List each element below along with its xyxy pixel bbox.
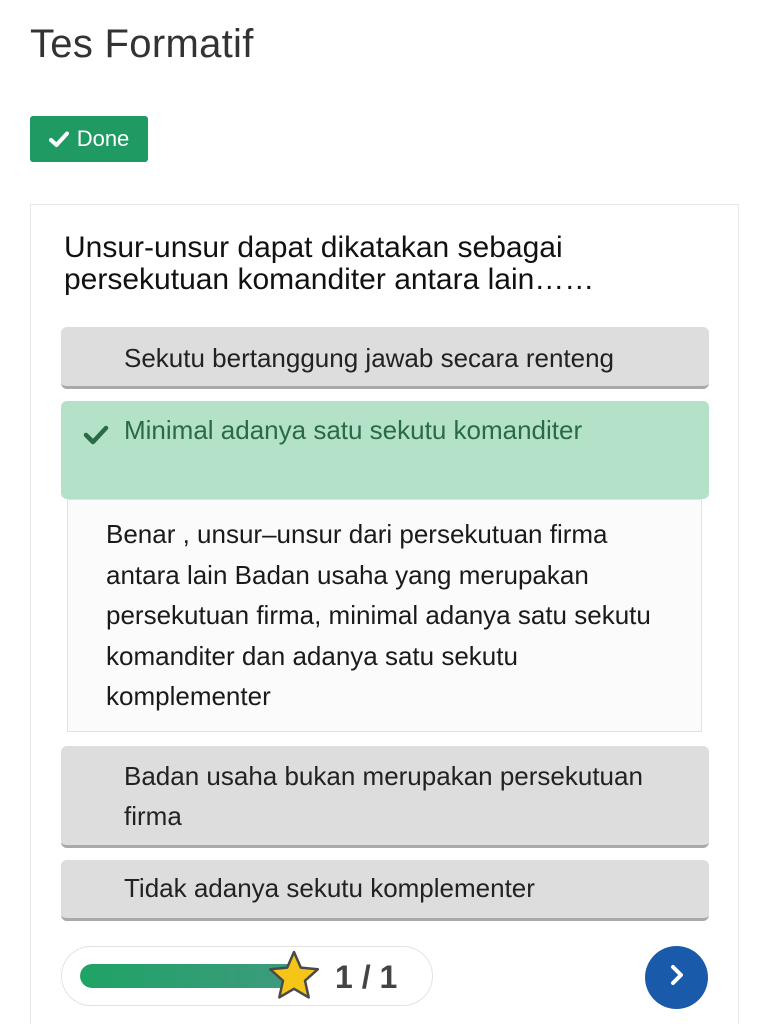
done-status-badge [30, 116, 148, 162]
answer-feedback: Benar , unsur–unsur dari persekutuan firma antara lain Badan usaha yang merupakan persekutuan firma, minimal adanya satu sekutu komanditer dan adanya satu sekutu komplementer [67, 499, 702, 732]
answer-option-label: Sekutu bertanggung jawab secara renteng [124, 343, 615, 373]
progress-bar-container [61, 946, 433, 1006]
page-title: Tes Formatif [30, 22, 254, 66]
next-button[interactable] [645, 946, 708, 1009]
answer-option-3[interactable] [61, 746, 709, 848]
star-icon [266, 949, 322, 1008]
answer-option-label: Tidak adanya sekutu komplementer [124, 873, 535, 903]
answer-option-label: Badan usaha bukan merupakan persekutuan firma [124, 761, 643, 831]
answer-option-4[interactable] [61, 860, 709, 921]
progress-counter: 1 / 1 [335, 959, 398, 995]
answer-option-1[interactable] [61, 327, 709, 389]
chevron-right-icon [666, 963, 688, 992]
answer-option-label: Minimal adanya satu sekutu komanditer [124, 415, 583, 445]
question-text: Unsur-unsur dapat dikatakan sebagai persekutuan komanditer antara lain…… [64, 231, 595, 296]
check-icon [49, 131, 69, 148]
check-icon [83, 417, 109, 457]
answer-option-2-correct[interactable] [61, 401, 709, 499]
done-label: Done [76, 126, 130, 151]
